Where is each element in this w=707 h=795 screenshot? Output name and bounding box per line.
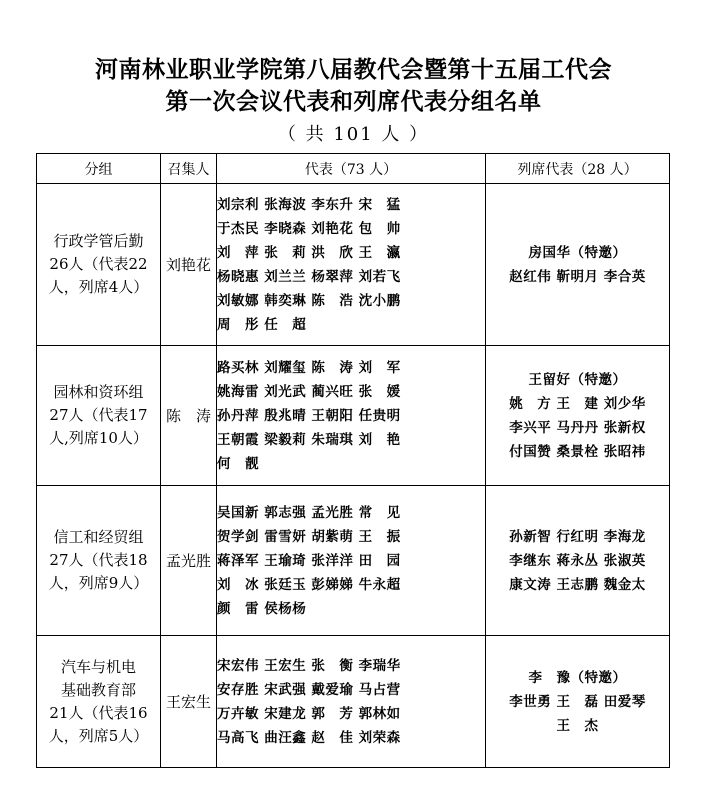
attendees-cell (486, 636, 670, 768)
convener-cell: 孟光胜 (161, 486, 217, 636)
representative-line: 刘敏娜 韩奕琳 陈 浩 沈小鹏 (217, 292, 401, 309)
representative-line: 孙丹萍 殷兆晴 王朝阳 任贵明 (217, 407, 401, 424)
representatives-cell (217, 636, 486, 768)
attendee-line: 姚 方 王 建 刘少华 (509, 395, 646, 412)
representative-line: 姚海雷 刘光武 蔺兴旺 张 媛 (217, 383, 401, 400)
group-name-line: 人，列席5人） (48, 726, 149, 745)
representatives-cell (217, 486, 486, 636)
attendee-line: 李兴平 马丹丹 张新权 (509, 419, 646, 436)
attendees-cell (486, 346, 670, 486)
group-name-line: 人，列席9人） (48, 574, 149, 592)
group-name-cell (37, 636, 161, 768)
group-name-cell (37, 346, 161, 486)
convener-cell: 刘艳花 (161, 184, 217, 346)
convener-cell: 王宏生 (161, 636, 217, 768)
attendee-line: 李 豫（特邀） (528, 669, 627, 686)
attendee-line: 李继东 蒋永丛 张淑英 (509, 552, 646, 569)
attendees-cell (486, 486, 670, 636)
representative-line: 宋宏伟 王宏生 张 衡 李瑞华 (217, 657, 401, 674)
header-representatives: 代表（73 人） (217, 154, 486, 184)
group-name-line: 26人（代表22 (49, 255, 148, 273)
group-row (37, 184, 670, 346)
representative-line: 刘宗利 张海波 李东升 宋 猛 (217, 196, 401, 213)
attendee-line: 付国赞 桑景栓 张昭祎 (509, 443, 646, 460)
attendee-line: 房国华（特邀） (528, 244, 627, 261)
representatives-cell (217, 346, 486, 486)
attendee-line: 王留好（特邀） (528, 371, 627, 388)
group-row (37, 486, 670, 636)
representative-line: 贺学剑 雷雪妍 胡紫萌 王 振 (217, 528, 401, 545)
representative-line: 吴国新 郭志强 孟光胜 常 见 (217, 504, 401, 521)
group-name-line: 21人（代表16 (49, 703, 148, 722)
representative-line: 何 靓 (217, 455, 259, 472)
representative-line: 刘 冰 张廷玉 彭娣娣 牛永超 (217, 576, 401, 593)
group-name-cell (37, 486, 161, 636)
representative-line: 周 彤 任 超 (217, 316, 307, 333)
attendee-line: 康文涛 王志鹏 魏金太 (509, 576, 646, 593)
group-name-line: 基础教育部 (60, 680, 136, 699)
roster-table (36, 153, 670, 768)
header-attendees: 列席代表（28 人） (486, 154, 670, 184)
representative-line: 刘 萍 张 莉 洪 欣 王 瀛 (217, 244, 401, 261)
group-row (37, 636, 670, 768)
group-name-line: 人，列席4人） (48, 278, 149, 296)
attendees-cell (486, 184, 670, 346)
attendee-line: 赵红伟 靳明月 李合英 (509, 268, 646, 285)
representative-line: 颜 雷 侯杨杨 (217, 600, 307, 617)
representative-line: 路买林 刘耀玺 陈 涛 刘 军 (217, 359, 401, 376)
document-title: 河南林业职业学院第八届教代会暨第十五届工代会 (95, 56, 612, 83)
representative-line: 马高飞 曲汪鑫 赵 佳 刘荣森 (217, 729, 401, 746)
group-name-line: 27人（代表17 (49, 406, 148, 424)
convener-cell: 陈 涛 (161, 346, 217, 486)
representative-line: 蒋泽军 王瑜琦 张洋洋 田 园 (217, 552, 401, 569)
header-convener: 召集人 (161, 154, 217, 184)
representative-line: 万卉敏 宋建龙 郭 芳 郭林如 (217, 705, 401, 722)
representative-line: 杨晓惠 刘兰兰 杨翠萍 刘若飞 (217, 268, 401, 285)
group-name-line: 人,列席10人） (49, 429, 148, 447)
group-name-line: 27人（代表18 (49, 551, 148, 569)
attendee-line: 王 杰 (556, 717, 599, 734)
representative-line: 王朝霞 梁毅莉 朱瑞琪 刘 艳 (217, 431, 401, 448)
group-name-line: 信工和经贸组 (53, 528, 144, 546)
group-name-cell (37, 184, 161, 346)
representatives-cell (217, 184, 486, 346)
header-row (37, 154, 670, 184)
document-subtitle: 第一次会议代表和列席代表分组名单 (165, 88, 542, 115)
total-count: （ 共 101 人 ） (277, 124, 430, 145)
attendee-line: 李世勇 王 磊 田爱琴 (509, 693, 646, 710)
attendee-line: 孙新智 行红明 李海龙 (509, 528, 646, 545)
representative-line: 安存胜 宋武强 戴爱瑜 马占营 (217, 681, 401, 698)
header-group: 分组 (37, 154, 161, 184)
group-name-line: 汽车与机电 (60, 657, 136, 676)
group-name-line: 园林和资环组 (53, 383, 144, 401)
group-row (37, 346, 670, 486)
representative-line: 于杰民 李晓森 刘艳花 包 帅 (217, 220, 401, 237)
group-name-line: 行政学管后勤 (53, 232, 144, 250)
